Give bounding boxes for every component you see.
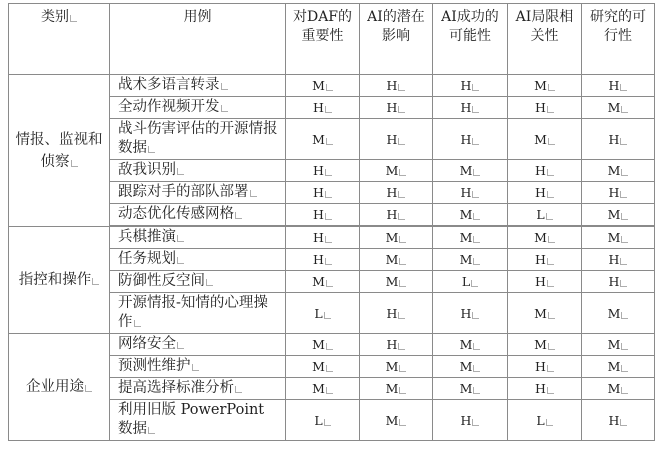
use-case-cell: 提高选择标准分析: [110, 378, 286, 400]
rating-cell: H: [360, 119, 433, 160]
rating-cell: H: [508, 356, 582, 378]
use-case-cell: 预测性维护: [110, 356, 286, 378]
rating-cell: M: [433, 204, 508, 226]
rating-cell: L: [508, 204, 582, 226]
rating-cell: H: [508, 97, 582, 119]
rating-cell: L: [433, 271, 508, 293]
category-cell: 企业用途: [9, 334, 110, 441]
rating-cell: H: [582, 75, 655, 97]
table-row: [9, 334, 655, 356]
header-ai-relevance: AI局限相关性: [508, 4, 582, 75]
rating-cell: M: [582, 227, 655, 249]
rating-cell: H: [433, 75, 508, 97]
rating-cell: H: [433, 293, 508, 334]
table-row: [9, 75, 655, 97]
header-category: 类别: [9, 4, 110, 75]
use-case-cell: 任务规划: [110, 249, 286, 271]
rating-cell: H: [286, 249, 360, 271]
header-ai-potential: AI的潜在影响: [360, 4, 433, 75]
rating-cell: H: [508, 182, 582, 204]
use-case-cell: 战斗伤害评估的开源情报数据: [110, 119, 286, 160]
rating-cell: M: [433, 227, 508, 249]
rating-cell: H: [286, 204, 360, 226]
rating-cell: M: [508, 227, 582, 249]
rating-cell: M: [360, 227, 433, 249]
rating-cell: H: [582, 249, 655, 271]
rating-cell: M: [582, 334, 655, 356]
rating-cell: H: [433, 119, 508, 160]
rating-cell: M: [360, 271, 433, 293]
rating-cell: M: [360, 356, 433, 378]
rating-cell: M: [360, 249, 433, 271]
rating-cell: H: [286, 160, 360, 182]
rating-cell: M: [286, 271, 360, 293]
rating-cell: M: [360, 400, 433, 441]
rating-cell: M: [286, 75, 360, 97]
rating-cell: M: [582, 378, 655, 400]
rating-cell: M: [508, 119, 582, 160]
rating-cell: H: [286, 227, 360, 249]
rating-cell: H: [508, 249, 582, 271]
use-case-cell: 全动作视频开发: [110, 97, 286, 119]
rating-cell: M: [508, 293, 582, 334]
rating-cell: H: [508, 271, 582, 293]
category-cell: 情报、监视和侦察: [9, 75, 110, 227]
rating-cell: H: [433, 400, 508, 441]
use-case-cell: 开源情报-知情的心理操作: [110, 293, 286, 334]
rating-cell: H: [360, 334, 433, 356]
rating-cell: H: [433, 182, 508, 204]
use-case-cell: 跟踪对手的部队部署: [110, 182, 286, 204]
rating-cell: M: [433, 160, 508, 182]
category-cell: 指控和操作: [9, 227, 110, 334]
use-case-cell: 防御性反空间: [110, 271, 286, 293]
header-feasibility: 研究的可行性: [582, 4, 655, 75]
rating-cell: M: [582, 160, 655, 182]
header-row: [9, 4, 655, 75]
use-case-cell: 利用旧版 PowerPoint 数据: [110, 400, 286, 441]
rating-cell: H: [582, 400, 655, 441]
rating-cell: M: [582, 204, 655, 226]
rating-cell: M: [582, 293, 655, 334]
rating-cell: L: [286, 293, 360, 334]
rating-cell: M: [360, 378, 433, 400]
rating-cell: H: [360, 97, 433, 119]
use-case-cell: 战术多语言转录: [110, 75, 286, 97]
use-case-cell: 动态优化传感网格: [110, 204, 286, 226]
rating-cell: M: [508, 334, 582, 356]
rating-cell: M: [433, 356, 508, 378]
rating-cell: M: [286, 119, 360, 160]
rating-cell: M: [360, 160, 433, 182]
assessment-table: [8, 3, 655, 441]
rating-cell: M: [286, 378, 360, 400]
table-body: [9, 75, 655, 441]
rating-cell: H: [360, 75, 433, 97]
rating-cell: H: [360, 293, 433, 334]
rating-cell: M: [433, 249, 508, 271]
rating-cell: M: [582, 97, 655, 119]
rating-cell: M: [433, 334, 508, 356]
rating-cell: M: [286, 356, 360, 378]
rating-cell: H: [360, 182, 433, 204]
header-ai-success: AI成功的可能性: [433, 4, 508, 75]
rating-cell: L: [508, 400, 582, 441]
rating-cell: H: [582, 182, 655, 204]
header-use-case: 用例: [110, 4, 286, 75]
rating-cell: M: [508, 75, 582, 97]
header-daf-importance: 对DAF的重要性: [286, 4, 360, 75]
rating-cell: H: [508, 378, 582, 400]
use-case-cell: 网络安全: [110, 334, 286, 356]
rating-cell: M: [433, 378, 508, 400]
rating-cell: H: [286, 182, 360, 204]
use-case-cell: 敌我识别: [110, 160, 286, 182]
rating-cell: L: [286, 400, 360, 441]
rating-cell: H: [360, 204, 433, 226]
table-row: [9, 227, 655, 249]
rating-cell: M: [286, 334, 360, 356]
use-case-cell: 兵棋推演: [110, 227, 286, 249]
rating-cell: H: [508, 160, 582, 182]
rating-cell: H: [286, 97, 360, 119]
rating-cell: M: [582, 356, 655, 378]
rating-cell: H: [433, 97, 508, 119]
rating-cell: H: [582, 271, 655, 293]
rating-cell: H: [582, 119, 655, 160]
